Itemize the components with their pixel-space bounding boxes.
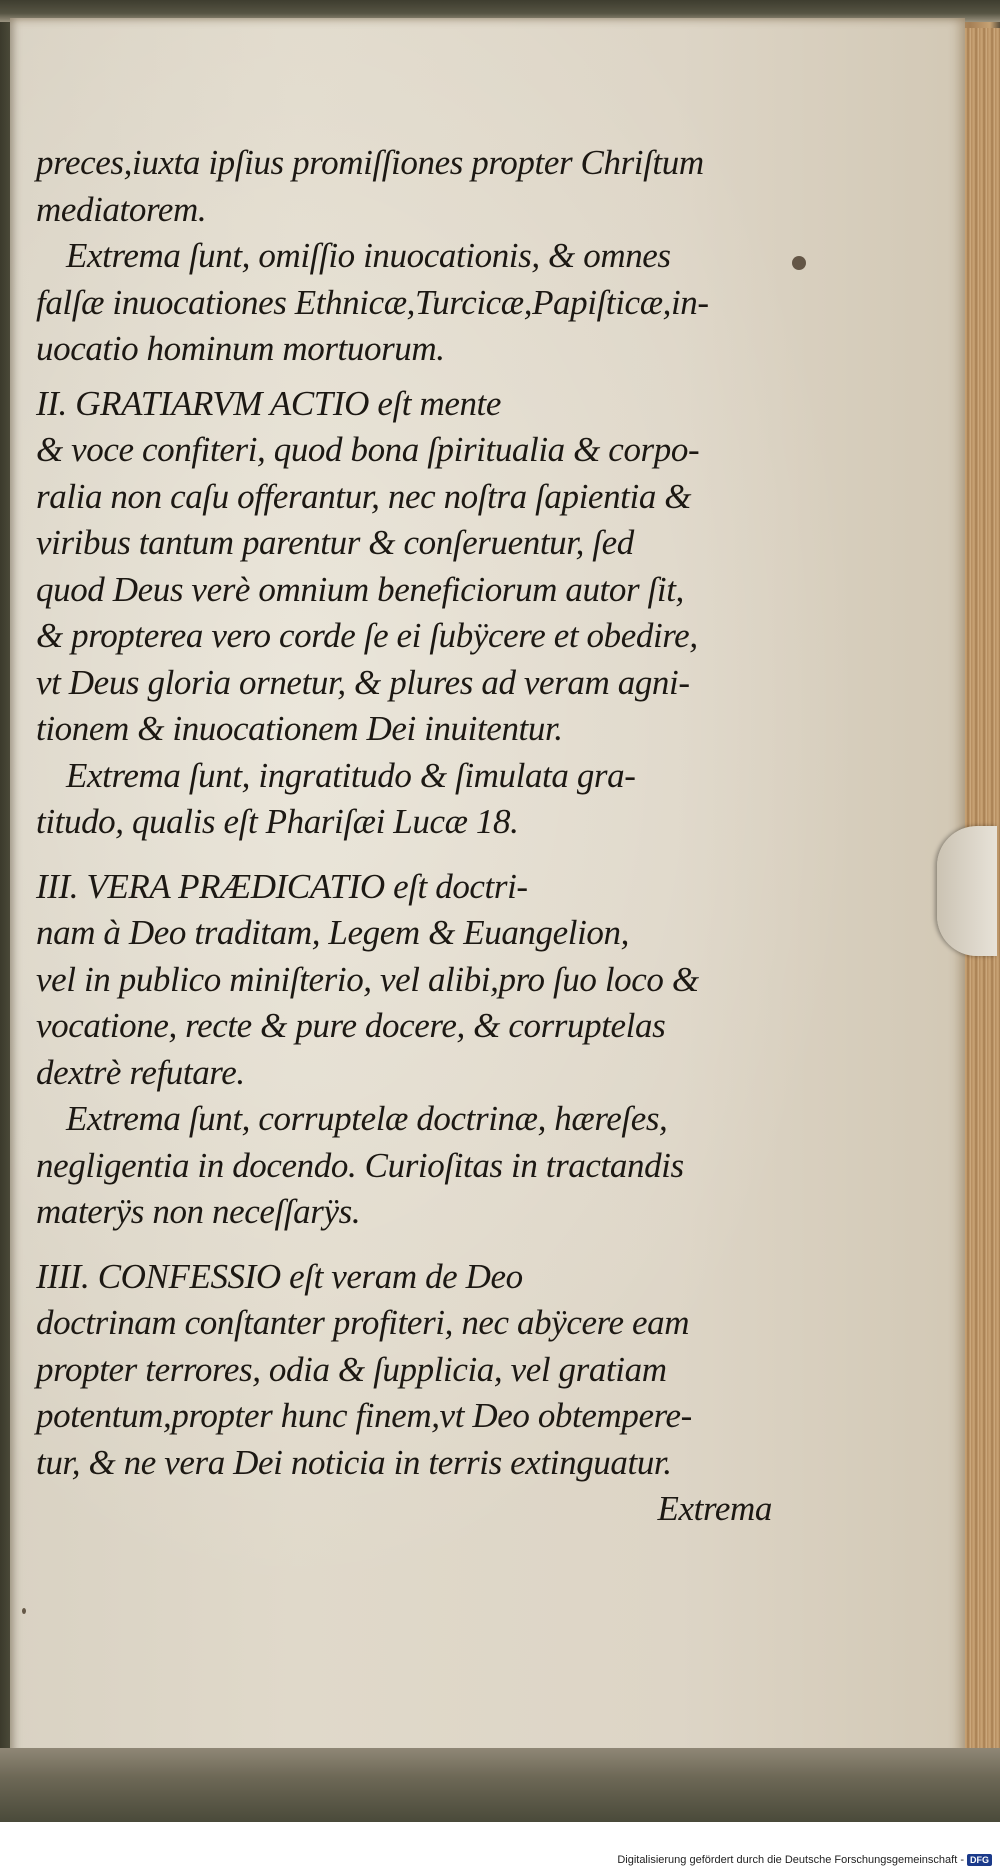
text-line: & voce confiteri, quod bona ſpiritualia & corpo- xyxy=(36,430,700,469)
ink-spot xyxy=(22,1608,26,1614)
text-line: nam à Deo traditam, Legem & Euangelion, xyxy=(36,913,629,952)
book-page xyxy=(10,18,965,1758)
footer-credit-text: Digitalisierung gefördert durch die Deutsche Forschungsgemeinschaft - xyxy=(617,1854,964,1866)
bottom-cover-edge xyxy=(0,1748,1000,1822)
section-heading-line: IIII. CONFESSIO eſt veram de Deo xyxy=(36,1256,523,1296)
ink-spot xyxy=(792,256,806,270)
text-line: potentum,propter hunc finem,vt Deo obtempere- xyxy=(36,1396,692,1435)
text-line: uocatio hominum mortuorum. xyxy=(36,329,445,368)
section-heading-line: II. GRATIARVM ACTIO eſt mente xyxy=(36,383,502,423)
text-line: vt Deus gloria ornetur, & plures ad veram agni- xyxy=(36,662,690,702)
text-line: & propterea vero corde ſe ei ſubÿcere et obedire, xyxy=(36,616,698,655)
text-line: vocatione, recte & pure docere, & corruptelas xyxy=(36,1006,666,1045)
text-line: materÿs non neceſſarÿs. xyxy=(36,1192,361,1231)
text-line: propter terrores, odia & ſupplicia, vel gratiam xyxy=(36,1349,667,1389)
text-line: quod Deus verè omnium beneficiorum autor ſit, xyxy=(36,569,684,609)
text-line: titudo, qualis eſt Phariſæi Lucæ 18. xyxy=(36,802,519,841)
text-line: doctrinam conſtanter profiteri, nec abÿcere eam xyxy=(36,1303,690,1342)
section-heading-line: III. VERA PRÆDICATIO eſt doctri- xyxy=(36,866,528,906)
catchword: Extrema xyxy=(657,1489,772,1528)
text-line: ralia non caſu offerantur, nec noſtra ſapientia & xyxy=(36,476,692,516)
text-line: Extrema ſunt, corruptelæ doctrinæ, hæreſes, xyxy=(66,1099,668,1138)
page-text xyxy=(36,140,776,1533)
text-line: Extrema ſunt, omiſſio inuocationis, & omnes xyxy=(66,236,671,275)
text-line: tionem & inuocationem Dei inuitentur. xyxy=(36,709,563,748)
page-clip xyxy=(937,826,997,956)
text-line: dextrè refutare. xyxy=(36,1052,245,1092)
text-line: vel in publico miniſterio, vel alibi,pro ſuo loco & xyxy=(36,959,699,999)
text-line: viribus tantum parentur & conſeruentur, ſed xyxy=(36,523,634,562)
text-line: mediatorem. xyxy=(36,189,207,229)
footer-credit xyxy=(617,1854,992,1866)
text-line: Extrema ſunt, ingratitudo & ſimulata gra- xyxy=(66,755,636,795)
text-line: negligentia in docendo. Curioſitas in tractandis xyxy=(36,1145,684,1185)
text-line: falſæ inuocationes Ethnicæ,Turcicæ,Papiſticæ,in- xyxy=(36,282,709,322)
text-line: preces,iuxta ipſius promiſſiones propter Chriſtum xyxy=(36,143,704,182)
dfg-logo: DFG xyxy=(967,1854,992,1866)
text-line: tur, & ne vera Dei noticia in terris extinguatur. xyxy=(36,1442,672,1482)
